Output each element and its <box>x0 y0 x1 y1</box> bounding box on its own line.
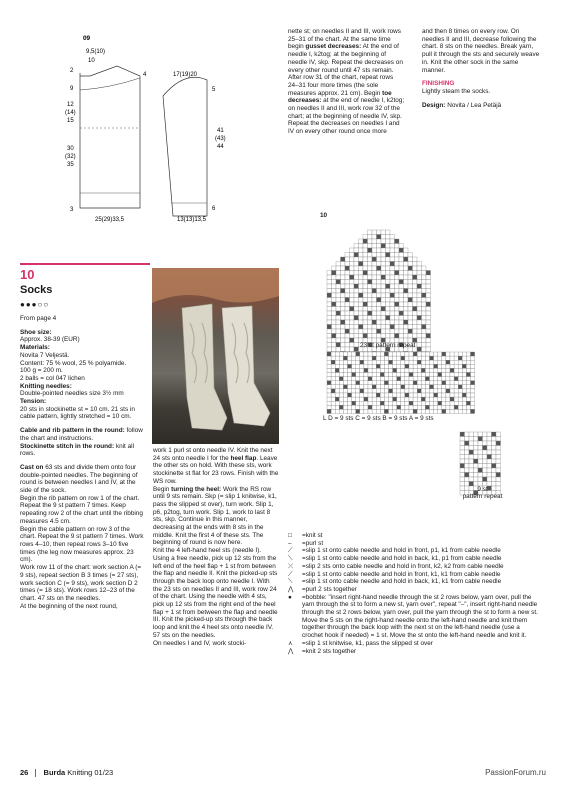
legend-symbol: □ <box>288 532 292 539</box>
legend-row <box>288 578 540 586</box>
design-value: Novita / Lea Petäjä <box>445 101 502 109</box>
legend-text: =purl st <box>302 539 324 547</box>
chart-mid-grid <box>327 352 475 414</box>
chart-legend <box>288 532 540 655</box>
legend-row <box>288 586 540 594</box>
footer <box>20 768 546 784</box>
sch-bottom-left: 25(29)33,5 <box>95 217 125 223</box>
legend-row <box>288 563 540 571</box>
chart-10 <box>315 212 555 530</box>
col2-text: work 1 purl st onto needle IV. Knit the next 24 sts onto needle I for the heel flap. Leave the other sts on hold. With these sts, work stockinette st flat for 23 rows. Finish with the WS row. Begin turning the heel: Work the RS row until 9 sts remain. Skp (= slip 1 knitwise, k1, pass the slipped st over), turn work. Slip 1, p6, p2tog, turn work. Slip 1, work to last 8 sts, skp. Continue in this manner, decreasing at the ends with 8 sts in the middle. Knit the first 4 of these sts. The beginning of round is now here. Knit the 4 left-hand heel sts (needle I). Using a free needle, pick up 12 sts from the left end of the heel flap + 1 st from between the flap and needle II. Knit the picked-up sts through the back loop onto needle I. With the 23 sts on needles II and III, work row 24 of the chart. Using the needle with 4 sts, pick up 12 sts from the right end of the heel flap + 1 st from between the flap and needle III. Knit the picked-up sts through the back loop and knit the 4 heel sts onto needle IV. 57 sts on the needles. On needles I and IV, work stocki- <box>153 447 279 647</box>
legend-text: =purl 2 sts together <box>302 585 357 593</box>
sch-label-9: 9 <box>70 86 74 92</box>
col1-text: From page 4 Shoe size: Approx. 38-39 (EUR) Materials: Novita 7 Veljestä. Content: 75 % wool, 25 % polyamide. 100 g = 200 m. 2 balls = col 047 lichen Knitting needles: Double-pointed needles size 3½ mm Tension: 20 sts in stockinette st = 10 cm. 21 sts in cable pattern, lightly stretched = 10 cm. Cable and rib pattern in the round: follow the chart and instructions. Stockinette stitch in the round: knit all rows. Cast on 63 sts and divide them onto four double-pointed needles. The beginning of round is between needles I and IV, at the side of the sock. Begin the rib pattern on row 1 of the chart. Repeat the 9 st pattern 7 times. Keep repeating row 2 of the chart until the ribbing measures 4.5 cm. Begin the cable pattern on row 3 of the chart. Repeat the 9 st pattern 7 times. Work rows 4–10, then repeat rows 3–10 five times (the leg now measures approx. 23 cm). Work row 11 of the chart: work section A (= 9 sts), repeat section B 3 times (= 27 sts), work section C (= 9 sts), work section D 2 times (= 18 sts). Work rows 12–23 of the chart. 47 sts on the needles. At the beginning of the next round, <box>20 315 144 610</box>
sch-label-32: (32) <box>65 154 76 160</box>
col4-top-text: and then 8 times on every row. On needles II and III, decrease following the chart. 8 sts on the needles. Break yarn, pull it through the sts and securely weave in. Knit the other sock in the same manner. FINISHING Lightly steam the socks. Design: Novita / Lea Petäjä <box>422 28 540 109</box>
sch-label-2: 2 <box>70 68 74 74</box>
footer-divider <box>35 769 36 777</box>
legend-text: =knit 2 sts together <box>302 647 357 655</box>
legend-symbol: ⟋ <box>288 547 293 555</box>
difficulty-rating: ●●●○○ <box>20 300 50 309</box>
design-label: Design: <box>422 101 446 109</box>
article-number: 10 <box>20 267 35 282</box>
legend-row <box>288 571 540 579</box>
legend-symbol: ⤫ <box>288 562 294 570</box>
legend-symbol: ● <box>288 593 292 601</box>
chart-small-repeat: 9 st pattern repeat <box>462 486 503 500</box>
chart-top-grid <box>327 230 431 356</box>
socks-photo <box>152 268 279 444</box>
legend-text: =slip 1 st onto cable needle and hold in front, p1, k1 from cable needle <box>302 547 501 555</box>
chart-grid <box>315 222 555 530</box>
sch-label-12: 12 <box>67 102 74 108</box>
legend-row <box>288 640 540 648</box>
body-outline <box>80 66 140 208</box>
sch-label-14: (14) <box>65 110 76 116</box>
article-title: Socks <box>20 284 53 296</box>
watermark: PassionForum.ru <box>485 768 546 777</box>
socks-illustration <box>152 268 279 444</box>
legend-symbol: ⟋ <box>288 570 293 578</box>
sleeve-outline <box>163 77 207 216</box>
legend-text: =knit st <box>302 532 323 539</box>
legend-text: =bobble: "insert right-hand needle through the st 2 rows below, yarn over, pull the yarn through the st to form a new st, yarn over", repeat "–", insert right-hand needle through the st 2 rows below, yarn over, pull the yarn through the st to form a new st. Move the 5 sts on the right-hand needle onto the left-hand needle and knit them together through the back loop with the next st on the left-hand needle (use a crochet hook if needed) = 1 st. Move the st onto the left-hand needle and knit it. <box>302 593 538 640</box>
legend-row <box>288 648 540 656</box>
sch-sleeve-44: 44 <box>217 144 224 150</box>
finishing-text: Lightly steam the socks. <box>422 87 491 95</box>
col3-top-text: nette st; on needles II and III, work rows 25–31 of the chart. At the same time begin gusset decreases: At the end of needle I, k2tog; at the beginning of needle IV, skp. Repeat the decreases on every other round until 47 sts remain. After row 31 of the chart, repeat rows 24–31 four more times (the sole measures approx. 21 cm). Begin toe decreases: at the end of needle I, k2tog; on needles II and III, work row 32 of the chart; at the beginning of needle IV, skp. Repeat the decreases on needles I and IV on every other round once more <box>288 28 405 136</box>
schematic-09-drawing <box>55 28 305 228</box>
chart-sections: L D = 9 sts C = 9 sts B = 9 sts A = 9 sts <box>323 415 434 422</box>
legend-row <box>288 547 540 555</box>
sch-label-30: 30 <box>67 146 74 152</box>
armhole-line <box>80 78 140 90</box>
sch-label-15: 15 <box>67 118 74 124</box>
finishing-title: FINISHING <box>422 80 455 88</box>
sch-sleeve-6: 6 <box>212 206 216 212</box>
sch-sleeve-41: 41 <box>217 128 224 134</box>
schematic-number: 09 <box>83 35 91 42</box>
legend-row <box>288 532 540 540</box>
sch-sleeve-top: 17(19)20 <box>173 72 198 78</box>
legend-symbol: ⟍ <box>288 555 293 563</box>
legend-row <box>288 594 540 640</box>
legend-text: =slip 1 st onto cable needle and hold in back, k1, k1 from cable needle <box>302 578 502 586</box>
legend-symbol: ⋀ <box>288 647 294 655</box>
legend-text: =slip 1 st onto cable needle and hold in back, k1, p1 from cable needle <box>302 555 502 563</box>
legend-row <box>288 540 540 548</box>
legend-symbol: ⋀ <box>288 585 294 593</box>
magazine-name: Burda <box>43 768 66 777</box>
magazine-issue: Knitting 01/23 <box>65 768 114 777</box>
sch-label-3: 3 <box>70 207 74 213</box>
article-number-bar <box>20 263 150 265</box>
legend-row <box>288 555 540 563</box>
chart-top-repeat: 23 st pattern repeat <box>360 342 416 349</box>
legend-symbol: ⋏ <box>288 639 293 647</box>
sch-sleeve-bottom: 13(13)13,5 <box>177 217 207 223</box>
chart-number: 10 <box>320 212 328 219</box>
legend-text: =slip 1 st knitwise, k1, pass the slipped st over <box>302 639 433 647</box>
sch-top-width: 9,5(10) <box>86 49 106 55</box>
sch-sleeve-5: 5 <box>212 87 216 93</box>
schematic-09 <box>55 28 305 228</box>
legend-text: =slip 2 sts onto cable needle and hold in front, k2, k2 from cable needle <box>302 562 504 570</box>
sch-top-10: 10 <box>88 58 95 64</box>
legend-symbol: ⟍ <box>288 578 293 586</box>
legend-text: =slip 1 st onto cable needle and hold in front, k1, k1 from cable needle <box>302 570 501 578</box>
legend-symbol: – <box>288 539 292 547</box>
sch-sleeve-43: (43) <box>215 136 226 142</box>
sch-label-35: 35 <box>67 162 74 168</box>
sch-label-4: 4 <box>143 72 147 78</box>
page-number: 26 <box>20 768 29 777</box>
